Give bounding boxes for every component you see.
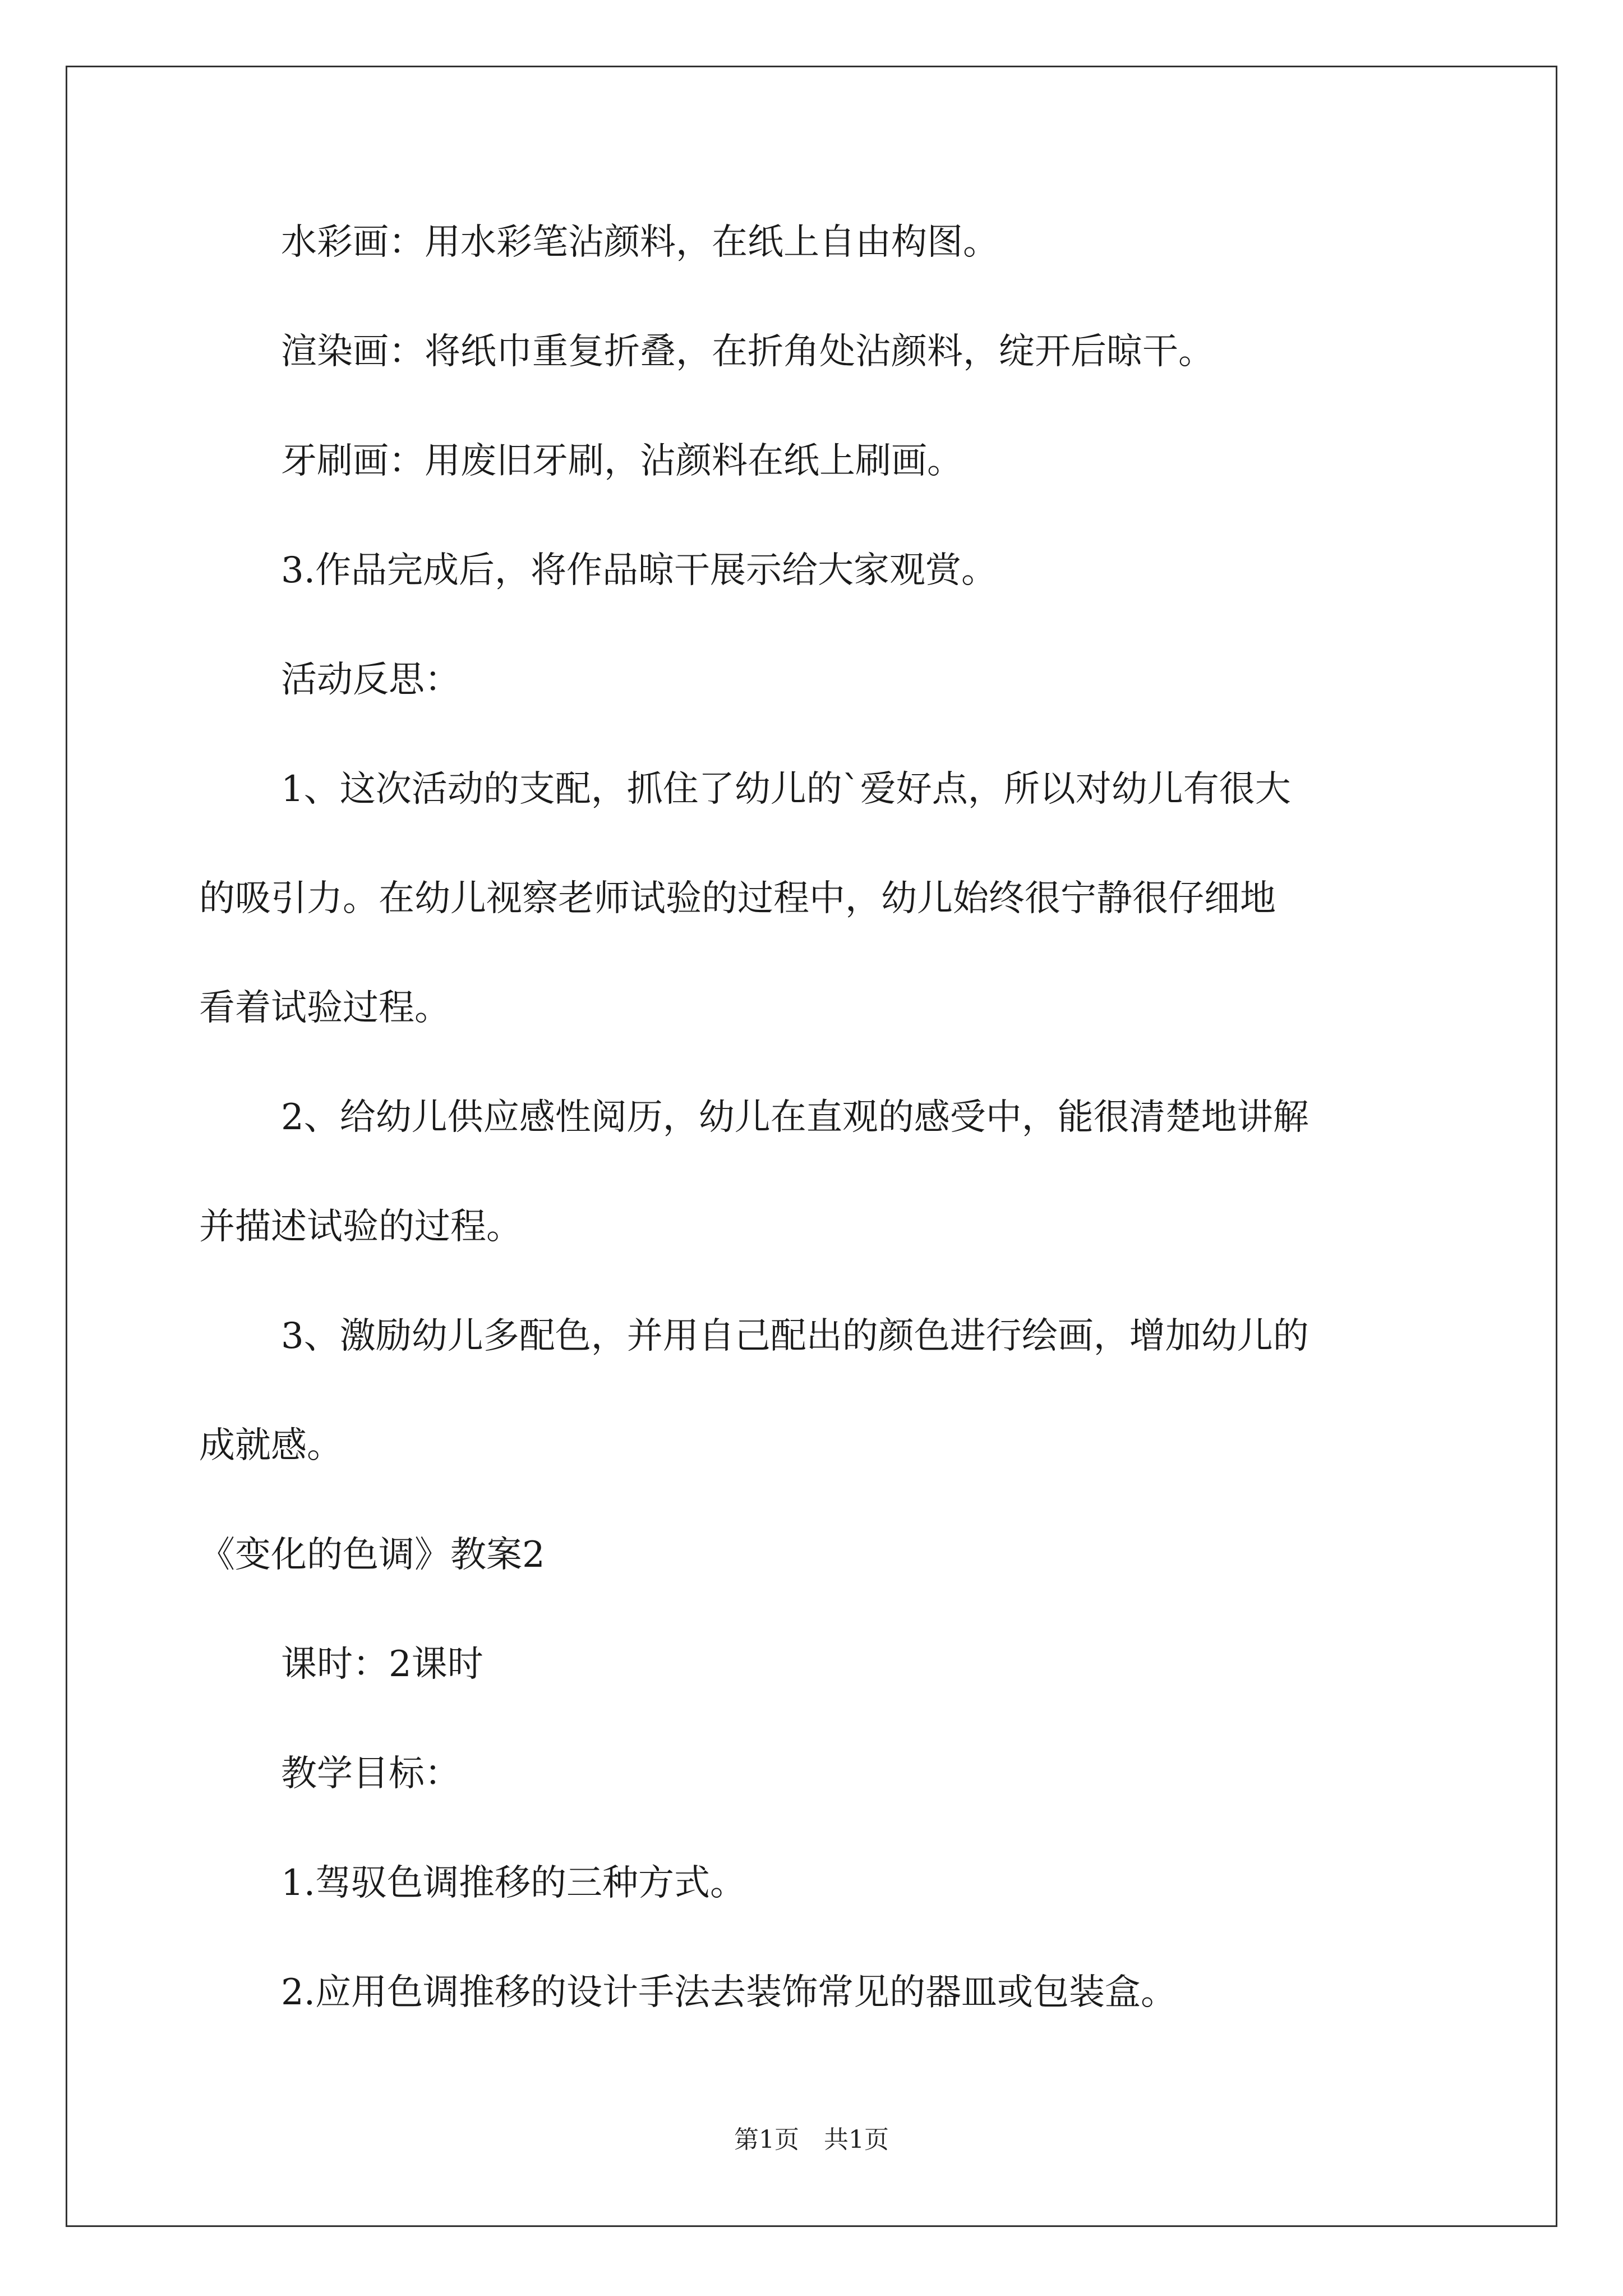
- page-number-footer: 第1页 共1页: [734, 2125, 889, 2154]
- paragraph-dye-painting: 渲染画：将纸巾重复折叠，在折角处沾颜料，绽开后晾干。: [281, 331, 1214, 372]
- paragraph-reflection-1-line-3: 看着试验过程。: [199, 987, 450, 1029]
- paragraph-reflection-1-line-1: 1、这次活动的支配，抓住了幼儿的`爱好点，所以对幼儿有很大: [281, 769, 1291, 810]
- paragraph-reflection-1-line-2: 的吸引力。在幼儿视察老师试验的过程中，幼儿始终很宁静很仔细地: [199, 878, 1276, 919]
- paragraph-reflection-3-line-2: 成就感。: [199, 1425, 343, 1466]
- paragraph-objective-1: 1.驾驭色调推移的三种方式。: [281, 1862, 746, 1904]
- paragraph-toothbrush-painting: 牙刷画：用废旧牙刷，沾颜料在纸上刷画。: [281, 440, 963, 482]
- paragraph-reflection-2-line-1: 2、给幼儿供应感性阅历，幼儿在直观的感受中，能很清楚地讲解: [281, 1097, 1309, 1138]
- paragraph-objective-2: 2.应用色调推移的设计手法去装饰常见的器皿或包装盒。: [281, 1972, 1177, 2013]
- paragraph-watercolor: 水彩画：用水彩笔沾颜料，在纸上自由构图。: [281, 222, 999, 263]
- paragraph-class-hours: 课时：2课时: [281, 1644, 483, 1685]
- heading-activity-reflection: 活动反思：: [281, 659, 460, 701]
- heading-teaching-objectives: 教学目标：: [281, 1753, 460, 1795]
- paragraph-step-3: 3.作品完成后，将作品晾干展示给大家观赏。: [281, 550, 998, 591]
- paragraph-reflection-3-line-1: 3、激励幼儿多配色，并用自己配出的颜色进行绘画，增加幼儿的: [281, 1315, 1309, 1357]
- paragraph-reflection-2-line-2: 并描述试验的过程。: [199, 1206, 522, 1248]
- section-title-lesson-plan-2: 《变化的色调》教案2: [199, 1534, 545, 1576]
